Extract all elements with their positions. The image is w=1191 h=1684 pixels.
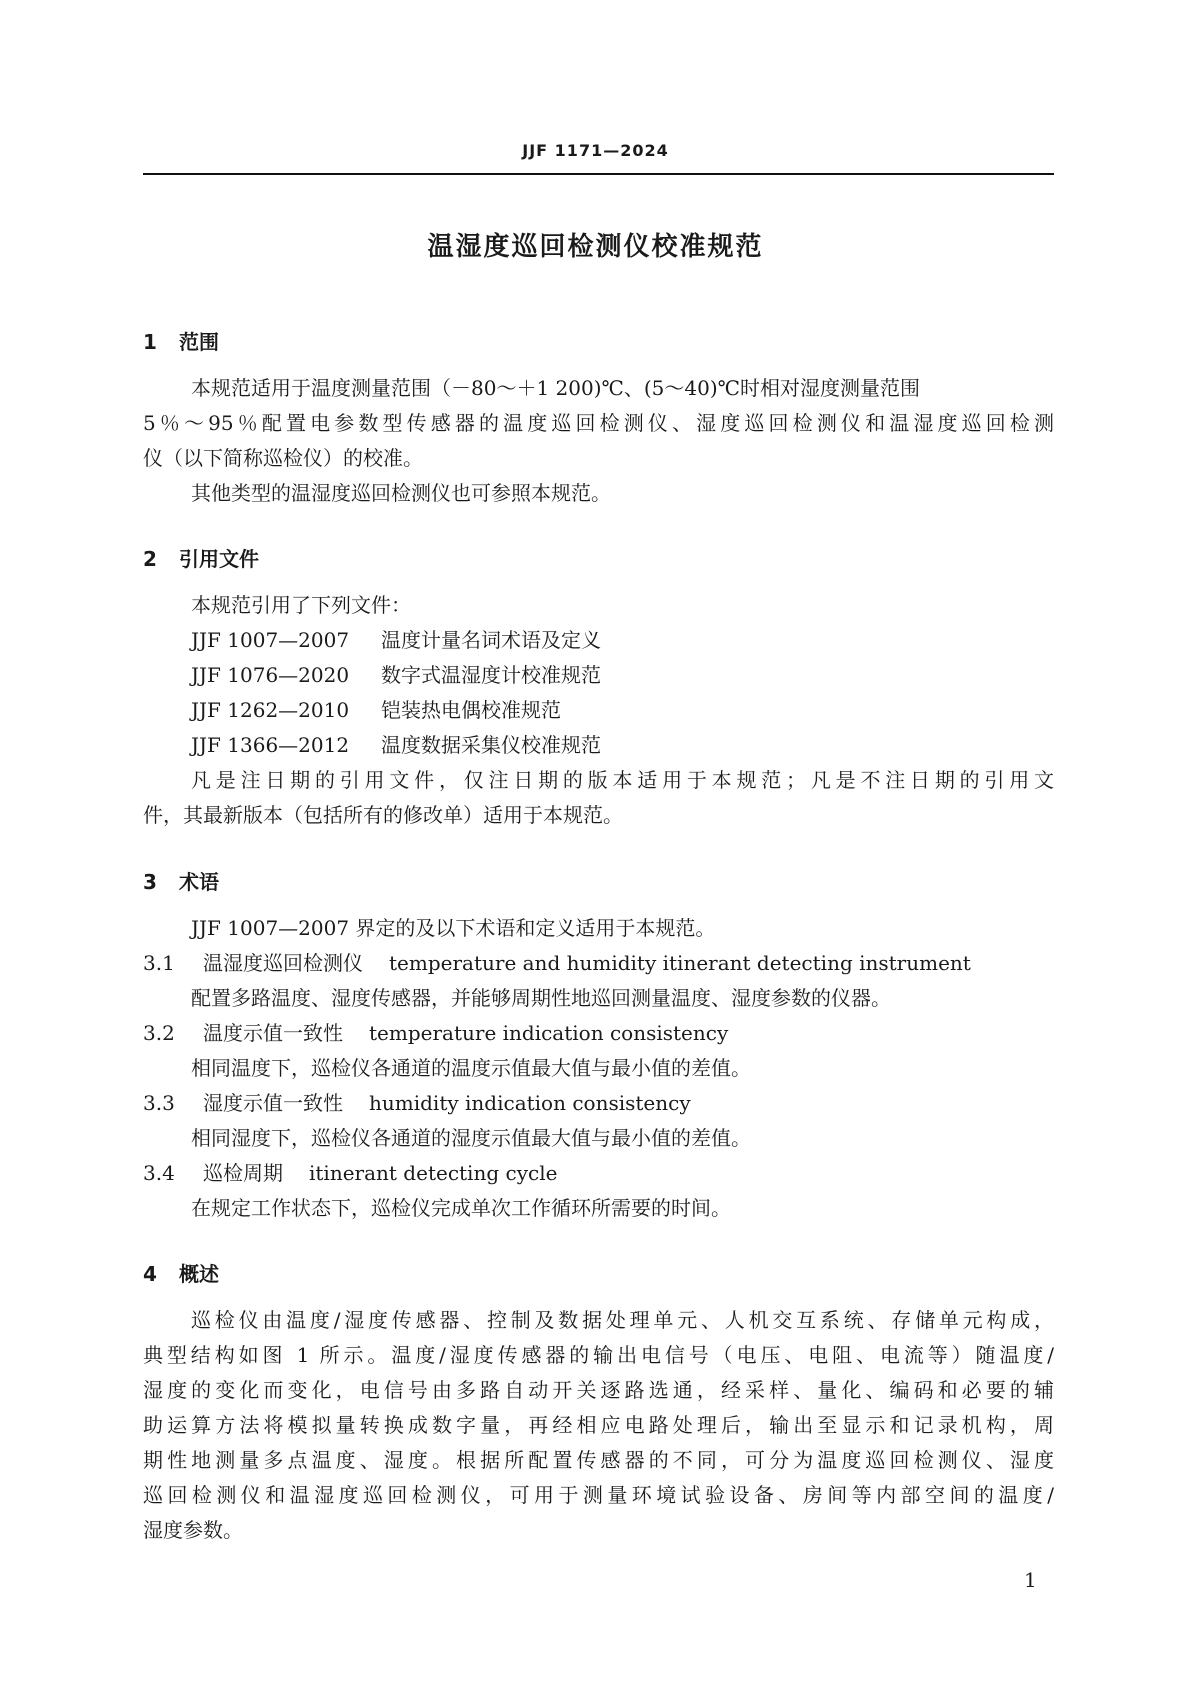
reference-name: 温度计量名词术语及定义 [381, 628, 601, 652]
paragraph-line: 助运算方法将模拟量转换成数字量，再经相应电路处理后，输出至显示和记录机构，周 [143, 1413, 1054, 1437]
section-1-heading [143, 326, 219, 355]
section-title: 引用文件 [179, 547, 259, 571]
reference-code: JJF 1007—2007 [191, 628, 350, 652]
section-2-heading [143, 543, 259, 572]
section-number: 1 [143, 330, 157, 354]
term-definition: 配置多路温度、湿度传感器，并能够周期性地巡回测量温度、湿度参数的仪器。 [191, 986, 891, 1010]
term-english: temperature indication consistency [369, 1021, 729, 1045]
paragraph-line: 期性地测量多点温度、湿度。根据所配置传感器的不同，可分为温度巡回检测仪、湿度 [143, 1448, 1054, 1472]
paragraph-line: 巡回检测仪和温湿度巡回检测仪，可用于测量环境试验设备、房间等内部空间的温度/ [143, 1483, 1054, 1507]
term-chinese: 温度示值一致性 [203, 1021, 343, 1045]
term-heading [143, 1091, 691, 1115]
paragraph-line: 本规范适用于温度测量范围（－80～＋1 200)℃、(5～40)℃时相对湿度测量范围 [191, 376, 921, 400]
section-3-heading [143, 866, 219, 895]
paragraph-line: 巡检仪由温度/湿度传感器、控制及数据处理单元、人机交互系统、存储单元构成， [191, 1308, 1054, 1332]
term-number: 3.1 [143, 951, 175, 975]
section-number: 3 [143, 870, 157, 894]
term-number: 3.2 [143, 1021, 175, 1045]
reference-name: 温度数据采集仪校准规范 [381, 733, 601, 757]
reference-name: 数字式温湿度计校准规范 [381, 663, 601, 687]
paragraph-line: JJF 1007—2007 界定的及以下术语和定义适用于本规范。 [191, 916, 716, 940]
paragraph-line: 湿度的变化而变化，电信号由多路自动开关逐路选通，经采样、量化、编码和必要的辅 [143, 1378, 1054, 1402]
paragraph-line: 5％～95％配置电参数型传感器的温度巡回检测仪、湿度巡回检测仪和温湿度巡回检测 [143, 411, 1054, 435]
term-english: temperature and humidity itinerant detecting instrument [389, 951, 971, 975]
section-number: 2 [143, 547, 157, 571]
paragraph-line: 其他类型的温湿度巡回检测仪也可参照本规范。 [191, 481, 611, 505]
reference-item [191, 628, 601, 652]
reference-item [191, 663, 601, 687]
reference-code: JJF 1262—2010 [191, 698, 350, 722]
document-code: JJF 1171—2024 [522, 141, 669, 160]
term-number: 3.4 [143, 1161, 175, 1185]
paragraph-line: 典型结构如图 1 所示。温度/湿度传感器的输出电信号（电压、电阻、电流等）随温度/ [143, 1343, 1054, 1367]
term-chinese: 巡检周期 [203, 1161, 283, 1185]
reference-item [191, 733, 601, 757]
section-title: 术语 [179, 870, 219, 894]
paragraph-line: 件，其最新版本（包括所有的修改单）适用于本规范。 [143, 803, 623, 827]
section-number: 4 [143, 1262, 157, 1286]
header-rule [143, 173, 1054, 175]
term-english: itinerant detecting cycle [309, 1161, 558, 1185]
paragraph-line: 凡是注日期的引用文件，仅注日期的版本适用于本规范；凡是不注日期的引用文 [191, 768, 1054, 792]
paragraph-line: 本规范引用了下列文件： [191, 593, 411, 617]
reference-code: JJF 1366—2012 [191, 733, 350, 757]
term-chinese: 湿度示值一致性 [203, 1091, 343, 1115]
section-title: 范围 [179, 330, 219, 354]
term-heading [143, 1161, 557, 1185]
term-heading [143, 951, 971, 975]
section-title: 概述 [179, 1262, 219, 1286]
reference-name: 铠装热电偶校准规范 [381, 698, 561, 722]
reference-code: JJF 1076—2020 [191, 663, 350, 687]
term-chinese: 温湿度巡回检测仪 [203, 951, 363, 975]
reference-item [191, 698, 561, 722]
term-definition: 相同湿度下，巡检仪各通道的湿度示值最大值与最小值的差值。 [191, 1126, 751, 1150]
term-definition: 在规定工作状态下，巡检仪完成单次工作循环所需要的时间。 [191, 1196, 731, 1220]
term-number: 3.3 [143, 1091, 175, 1115]
paragraph-line: 湿度参数。 [143, 1518, 243, 1542]
section-4-heading [143, 1258, 219, 1287]
term-english: humidity indication consistency [369, 1091, 691, 1115]
paragraph-line: 仪（以下简称巡检仪）的校准。 [143, 446, 423, 470]
page-number: 1 [1024, 1568, 1037, 1592]
term-heading [143, 1021, 728, 1045]
term-definition: 相同温度下，巡检仪各通道的温度示值最大值与最小值的差值。 [191, 1056, 751, 1080]
page-title: 温湿度巡回检测仪校准规范 [427, 232, 764, 262]
